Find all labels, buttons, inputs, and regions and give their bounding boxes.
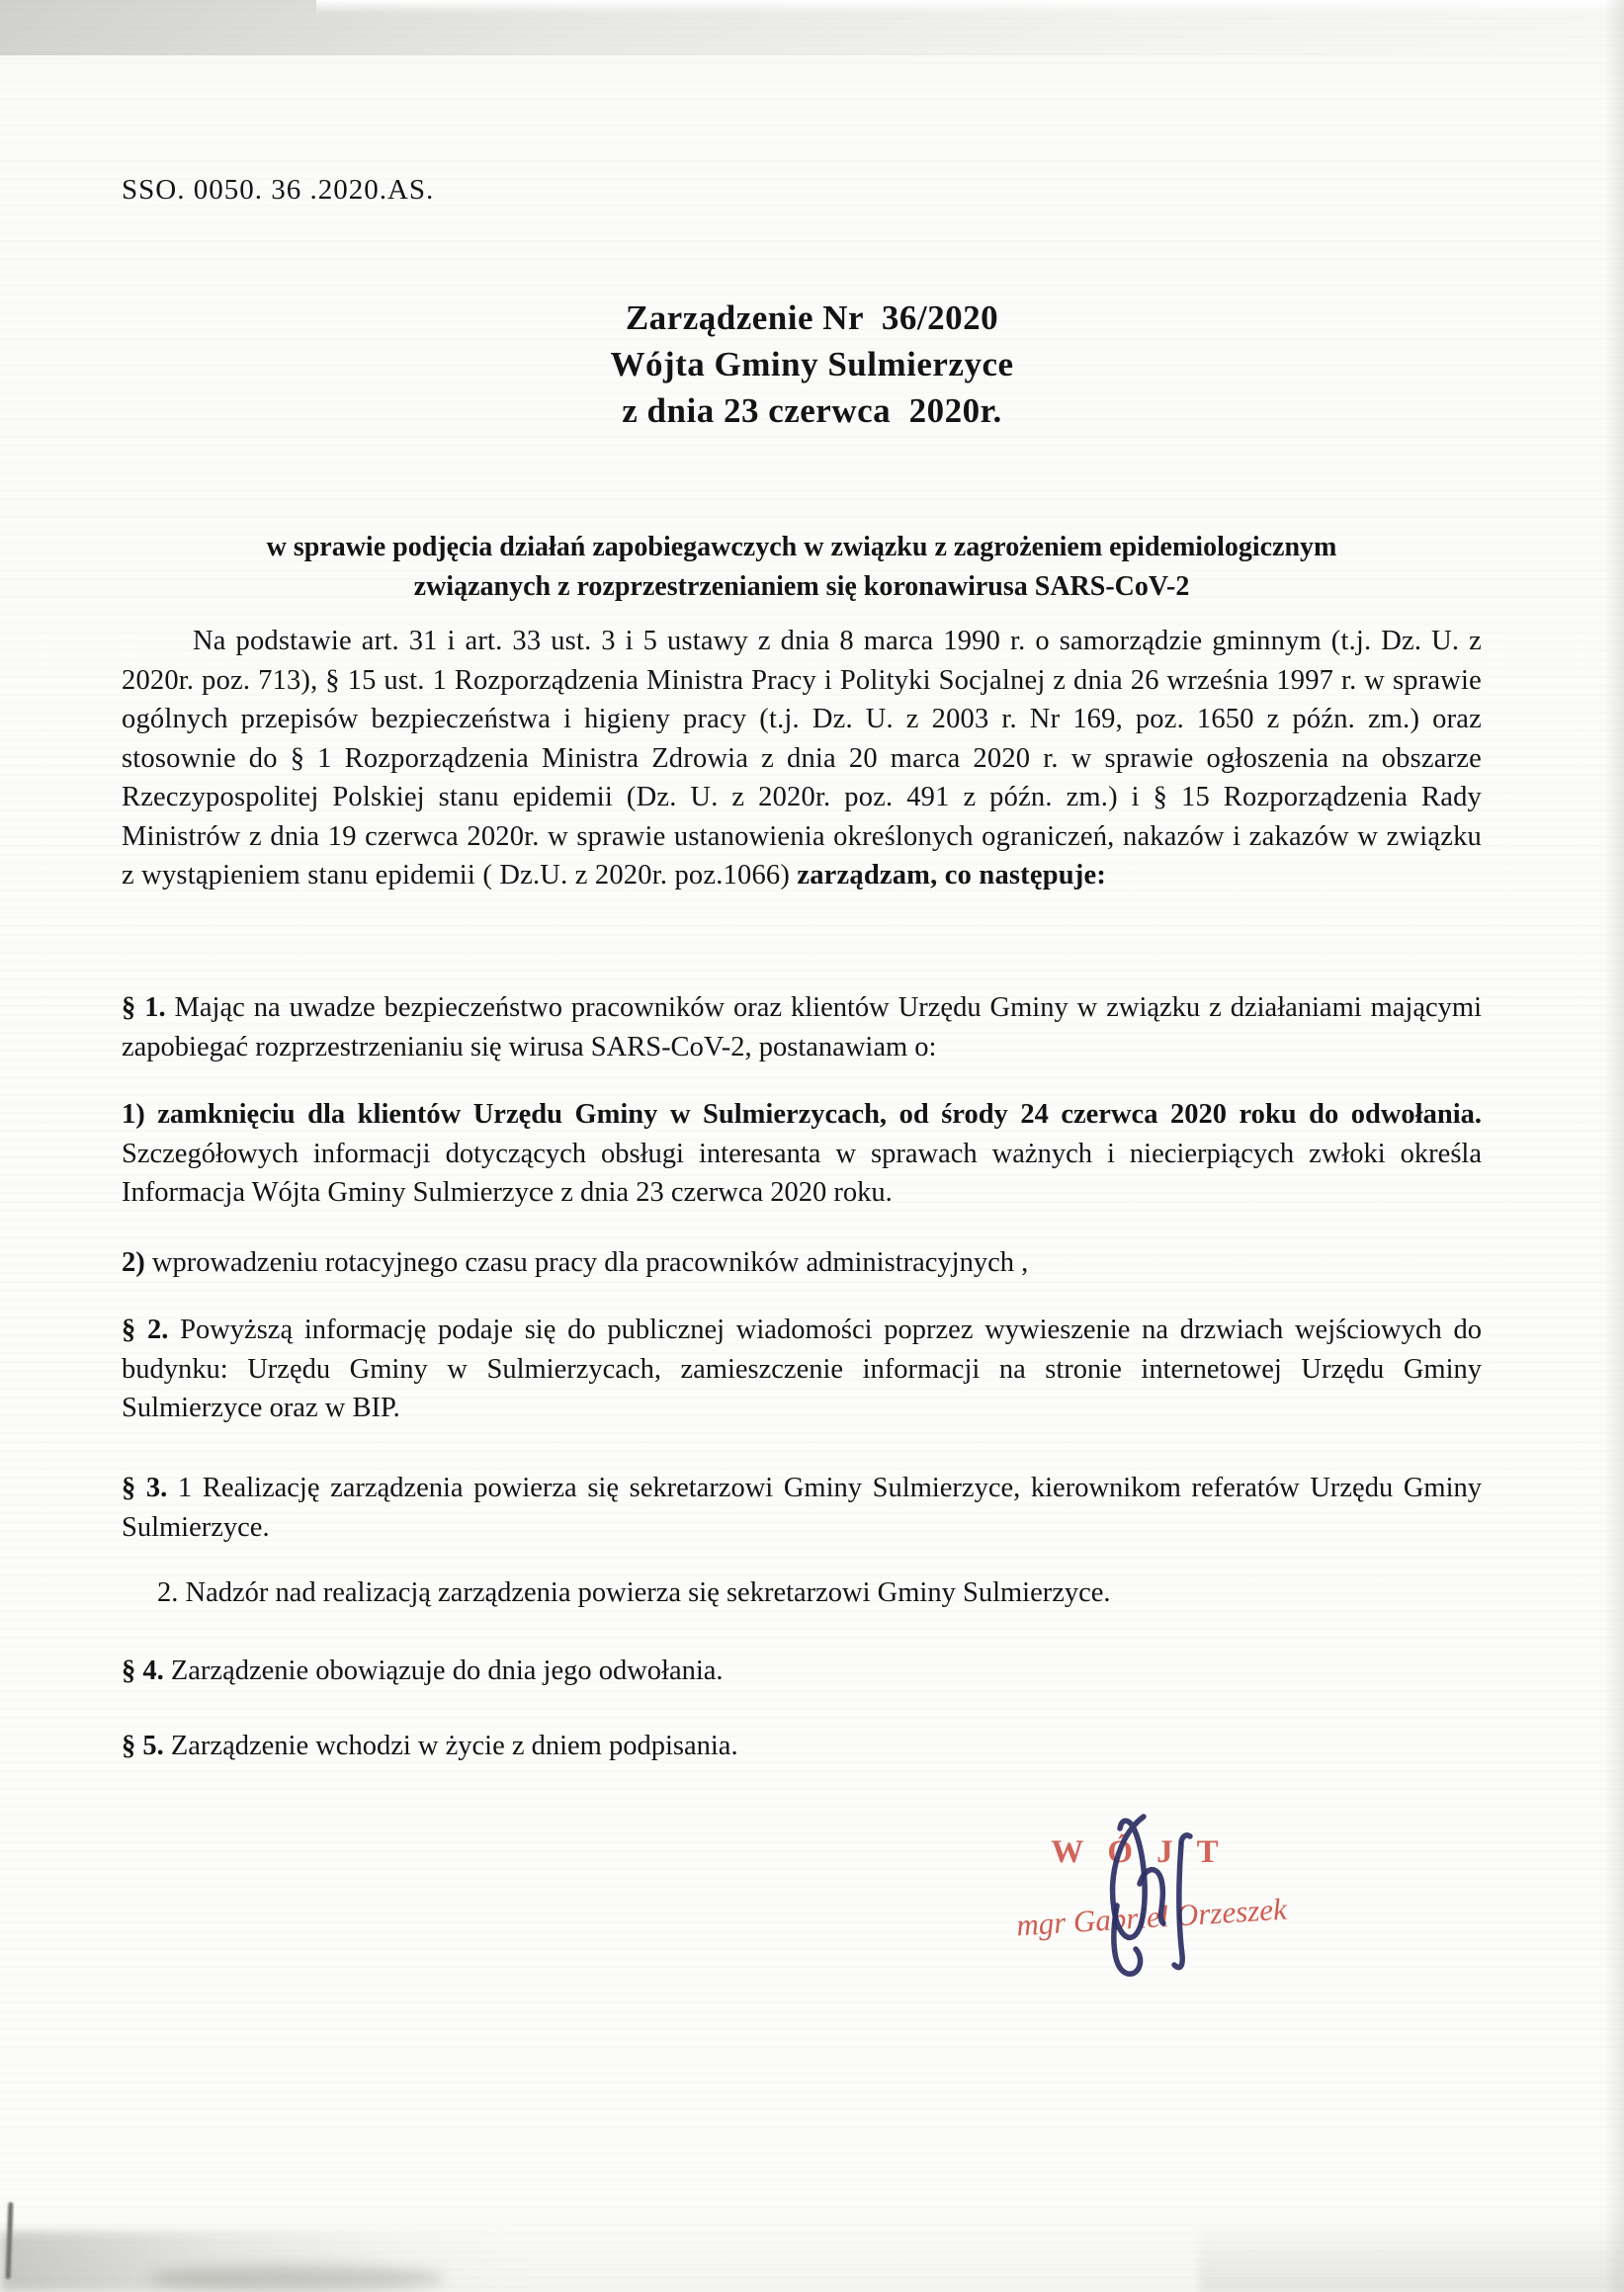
paragraph-5 (122, 1727, 1482, 1766)
signer-name-stamp: mgr Gabriel Orzeszek (1015, 1891, 1288, 1943)
list-item-1-text: Szczegółowych informacji dotyczących obsługi interesanta w sprawach ważnych i niecierpiących zwłoki określa Informacja Wójta Gminy Sulmierzyce z dnia 23 czerwca 2020 roku. (122, 1138, 1482, 1208)
paragraph-3-point-2: 2. Nadzór nad realizacją zarządzenia powierza się sekretarzowi Gminy Sulmierzyce. (157, 1577, 1111, 1608)
paragraph-1-lead: § 1. (122, 992, 166, 1023)
paragraph-3-text: 1 Realizację zarządzenia powierza się sekretarzowi Gminy Sulmierzyce, kierownikom referatów Urzędu Gminy Sulmierzyce. (122, 1473, 1483, 1543)
paragraph-1 (122, 988, 1482, 1066)
list-item-2-lead: 2) (122, 1247, 145, 1278)
scan-edge-top (316, 0, 1624, 14)
paragraph-1-text: Mając na uwadze bezpieczeństwo pracowników oraz klientów Urzędu Gminy w związku z działaniami mającymi zapobiegać rozprzestrzenianiu się wirusa SARS-CoV-2, postanawiam o: (122, 992, 1483, 1062)
paragraph-2-text: Powyższą informację podaje się do publicznej wiadomości poprzez wywieszenie na drzwiach wejściowych do budynku: Urzędu Gminy w Sulmierzycach, zamieszczenie informacji na stronie internetowej Urzędu Gminy Sulmierzyce oraz w BIP. (122, 1315, 1482, 1423)
list-item-2-text: wprowadzeniu rotacyjnego czasu pracy dla pracowników administracyjnych , (144, 1247, 1029, 1278)
title-line-ordinance-number: Zarządzenie Nr 36/2020 (625, 298, 999, 337)
mayor-stamp-title: WÓJT (1051, 1834, 1242, 1870)
paragraph-2-lead: § 2. (122, 1315, 169, 1345)
title-line-date: z dnia 23 czerwca 2020r. (622, 391, 1002, 430)
paragraph-4-text: Zarządzenie obowiązuje do dnia jego odwołania. (163, 1655, 724, 1686)
paragraph-4 (122, 1652, 1482, 1691)
title-line-issuer: Wójta Gminy Sulmierzyce (610, 345, 1014, 383)
paragraph-3-lead: § 3. (122, 1473, 168, 1503)
paragraph-2 (122, 1311, 1482, 1428)
handwritten-signature-ink (1070, 1809, 1201, 1989)
list-item-1 (122, 1095, 1482, 1213)
legal-basis-ordering-clause: zarządzam, co następuje: (797, 860, 1107, 891)
legal-basis-text: Na podstawie art. 31 i art. 33 ust. 3 i 5 ustawy z dnia 8 marca 1990 r. o samorządzie gminnym (t.j. Dz. U. z 2020r. poz. 713), § 15 ust. 1 Rozporządzenia Ministra Pracy i Polityki Socjalnej z dnia 26 września 1997 r. w sprawie ogólnych przepisów bezpieczeństwa i higieny pracy (t.j. Dz. U. z 2003 r. Nr 169, poz. 1650 z późn. zm.) oraz stosownie do § 1 Rozporządzenia Ministra Zdrowia z dnia 20 marca 2020 r. w sprawie ogłoszenia na obszarze Rzeczypospolitej Polskiej stanu epidemii (Dz. U. z 2020r. poz. 491 z późn. zm.) i § 15 Rozporządzenia Rady Ministrów z dnia 19 czerwca 2020r. w sprawie ustanowienia określonych ograniczeń, nakazów i zakazów w związku z wystąpieniem stanu epidemii ( Dz.U. z 2020r. poz.1066) (122, 626, 1482, 891)
list-item-2 (122, 1243, 1482, 1283)
reference-number: SSO. 0050. 36 .2020.AS. (122, 174, 435, 206)
document-title (0, 295, 1624, 434)
subject-line-1: w sprawie podjęcia działań zapobiegawczych w związku z zagrożeniem epidemiologicznym (266, 532, 1337, 562)
legal-basis-paragraph (122, 622, 1482, 895)
scan-smudge-bottom (148, 2265, 445, 2292)
paragraph-4-lead: § 4. (122, 1655, 164, 1686)
scan-shadow-bottom-right (1199, 2219, 1624, 2292)
paragraph-5-lead: § 5. (122, 1731, 164, 1761)
subject-line-2: związanych z rozprzestrzenianiem się koronawirusa SARS-CoV-2 (413, 571, 1190, 602)
paragraph-5-text: Zarządzenie wchodzi w życie z dniem podpisania. (163, 1731, 738, 1761)
document-subject (122, 528, 1482, 607)
list-item-1-lead: 1) zamknięciu dla klientów Urzędu Gminy w Sulmierzycach, od środy 24 czerwca 2020 roku do odwołania. (122, 1099, 1482, 1130)
paragraph-3 (122, 1469, 1482, 1547)
